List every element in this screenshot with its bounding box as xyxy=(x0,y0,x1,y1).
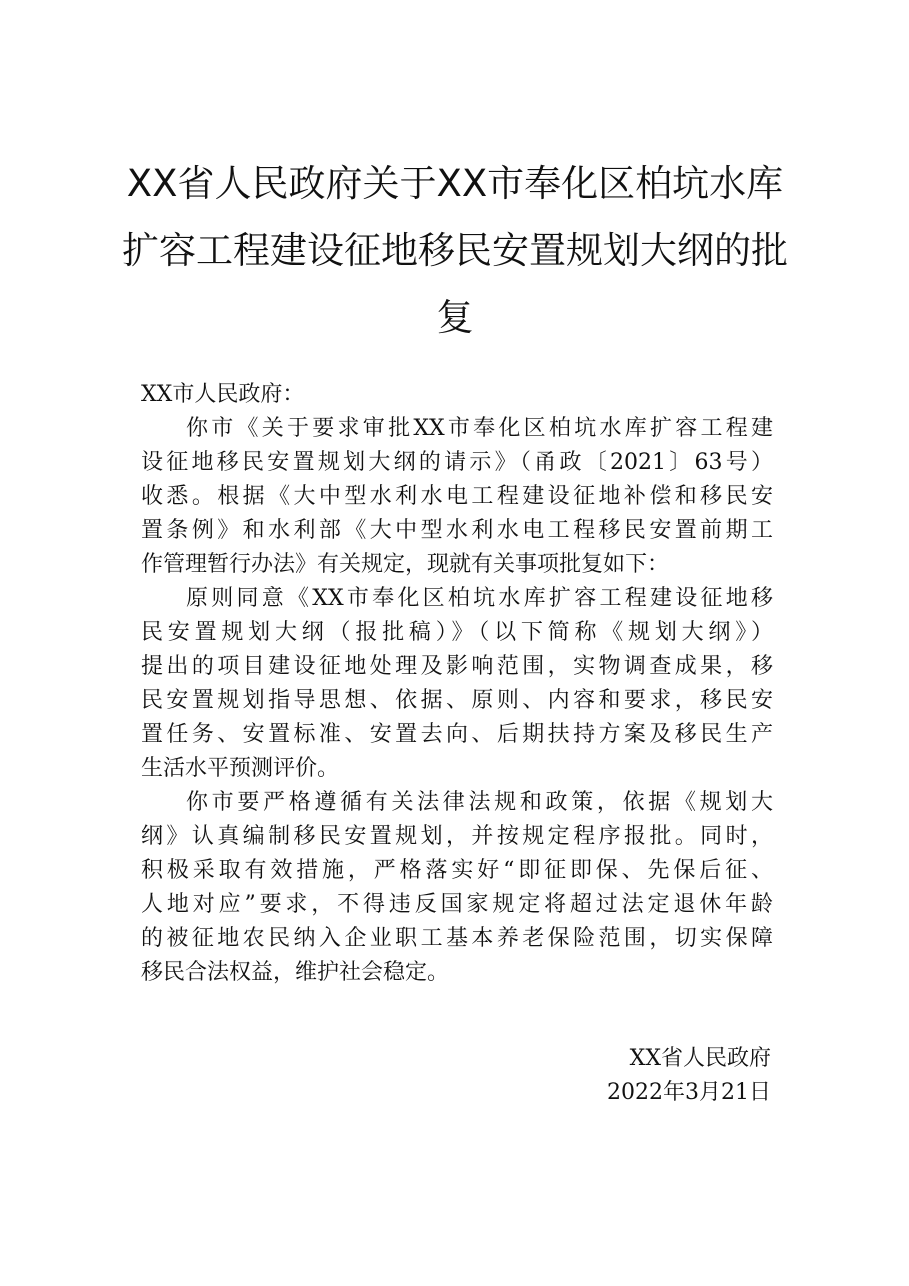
paragraph-line: 民安置规划指导思想、依据、原则、内容和要求，移民安 xyxy=(141,688,773,713)
issuer-name: XX省人民政府 xyxy=(629,1046,771,1071)
paragraph-line: 人地对应”要求，不得违反国家规定将超过法定退休年龄 xyxy=(141,892,773,917)
paragraph-line: 的被征地农民纳入企业职工基本养老保险范围，切实保障 xyxy=(141,926,773,951)
paragraph-line: 置任务、安置标准、安置去向、后期扶持方案及移民生产 xyxy=(141,722,773,747)
paragraph-line: 纲》认真编制移民安置规划，并按规定程序报批。同时， xyxy=(141,824,773,849)
paragraph-line: 原则同意《XX市奉化区柏坑水库扩容工程建设征地移 xyxy=(186,586,773,611)
paragraph-line: 你市要严格遵循有关法律法规和政策，依据《规划大 xyxy=(186,790,773,815)
paragraph-2 xyxy=(141,582,773,786)
paragraph-line: 置条例》和水利部《大中型水利水电工程移民安置前期工 xyxy=(141,518,773,543)
title-line: 复 xyxy=(436,296,474,339)
issue-date: 2022年3月21日 xyxy=(607,1080,771,1105)
signature-block xyxy=(607,1042,771,1110)
paragraph-line: 积极采取有效措施，严格落实好“即征即保、先保后征、 xyxy=(141,858,773,883)
paragraph-line: 提出的项目建设征地处理及影响范围，实物调查成果，移 xyxy=(141,654,773,679)
title-line: 扩容工程建设征地移民安置规划大纲的批 xyxy=(122,229,788,272)
paragraph-line: 作管理暂行办法》有关规定，现就有关事项批复如下： xyxy=(141,552,670,577)
paragraph-line: 民安置规划大纲（报批稿）》（以下简称《规划大纲》） xyxy=(141,620,773,645)
paragraph-1 xyxy=(141,412,773,582)
document-title xyxy=(120,150,790,351)
paragraph-line: 移民合法权益，维护社会稳定。 xyxy=(141,960,450,985)
paragraph-line: 收悉。根据《大中型水利水电工程建设征地补偿和移民安 xyxy=(141,484,773,509)
paragraph-line: 你市《关于要求审批XX市奉化区柏坑水库扩容工程建 xyxy=(186,416,773,441)
title-line: XX省人民政府关于XX市奉化区柏坑水库 xyxy=(126,162,784,205)
salutation: XX市人民政府： xyxy=(141,382,305,407)
paragraph-line: 生活水平预测评价。 xyxy=(141,756,340,781)
paragraph-line: 设征地移民安置规划大纲的请示》（甬政〔2021〕63号） xyxy=(141,450,773,475)
paragraph-3 xyxy=(141,786,773,990)
